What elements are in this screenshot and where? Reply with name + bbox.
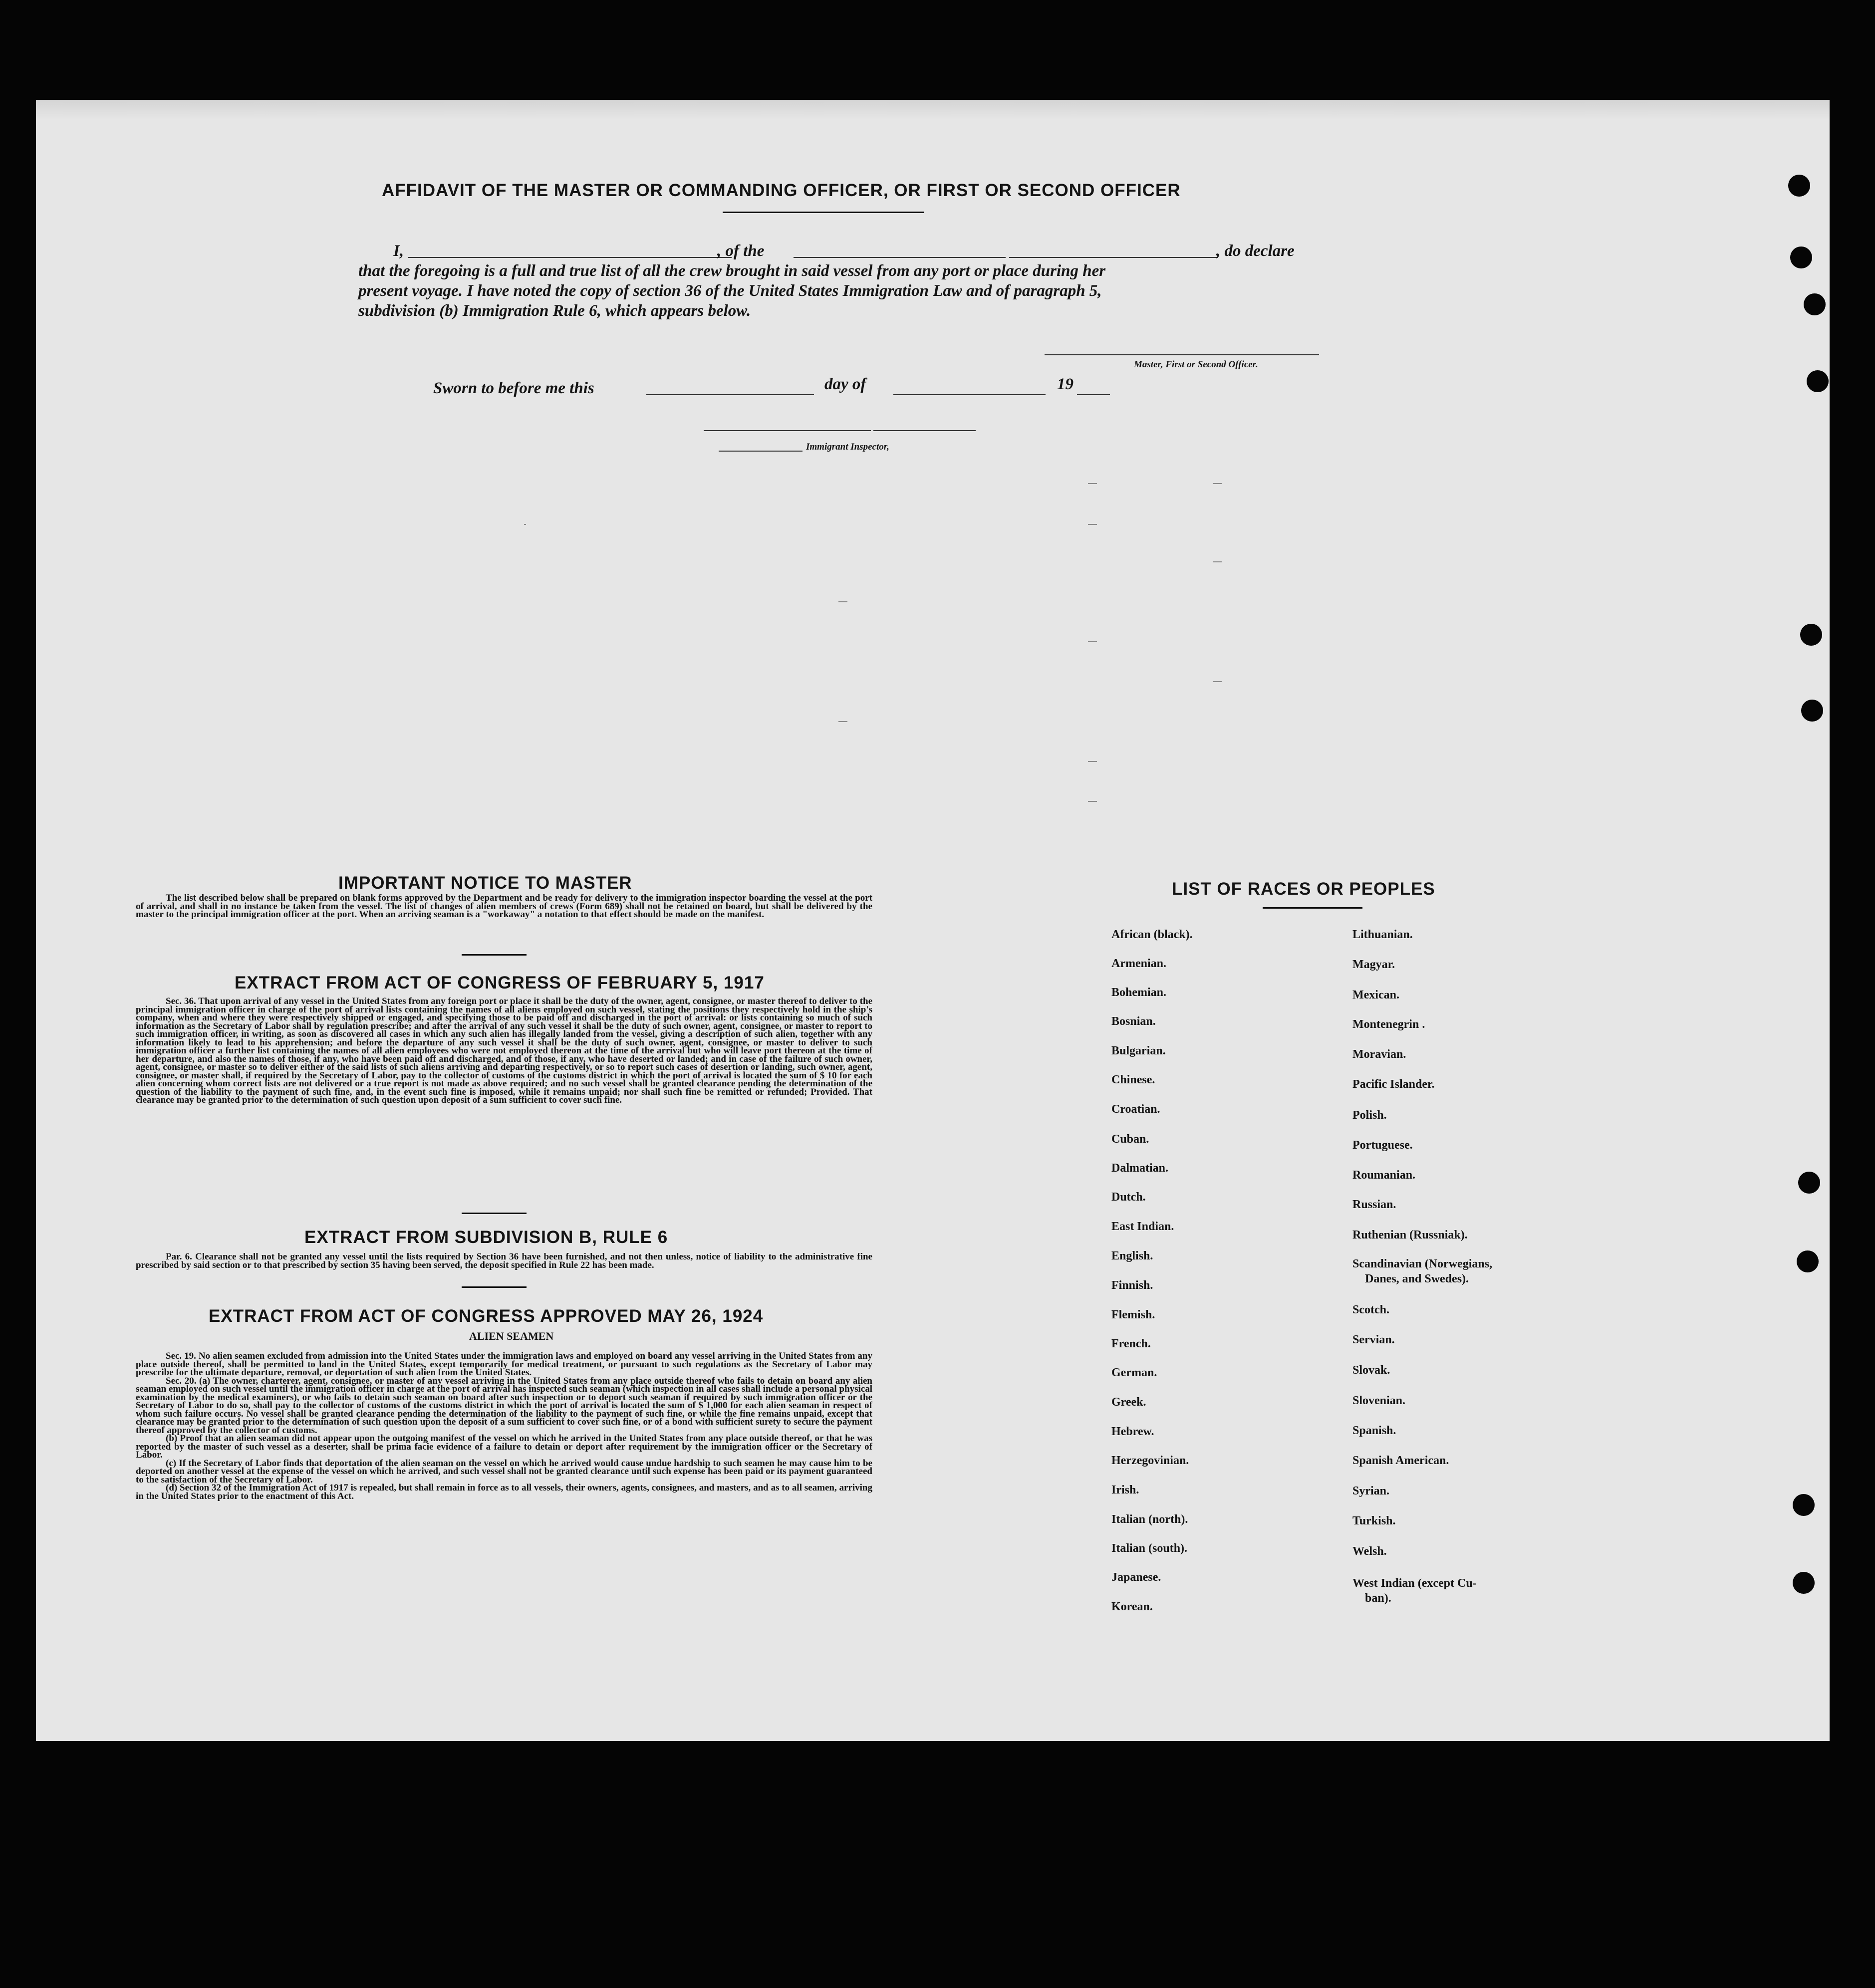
race-item: Ruthenian (Russniak). xyxy=(1352,1229,1468,1242)
par6-paragraph: Par. 6. Clearance shall not be granted any vessel until the lists required by Section 36 have been furnished, and not then unless, notice of liability to the administrative fine prescribed by said section or to that prescribed by section 35 having been served, the deposit specified in Rule 22 has been made. xyxy=(136,1253,872,1270)
race-item: Japanese. xyxy=(1111,1571,1161,1584)
extract-1917-title: EXTRACT FROM ACT OF CONGRESS OF FEBRUARY 5, 1917 xyxy=(235,973,765,993)
race-item: Slovenian. xyxy=(1352,1394,1406,1407)
guide-dash xyxy=(524,524,526,525)
guide-dash xyxy=(1088,641,1097,642)
race-item: Dalmatian. xyxy=(1111,1162,1168,1175)
race-item: Mexican. xyxy=(1352,989,1399,1001)
inspector-line-c[interactable] xyxy=(719,451,803,452)
affidavit-line-4: subdivision (b) Immigration Rule 6, which appears below. xyxy=(358,302,751,320)
race-item: Syrian. xyxy=(1352,1485,1390,1497)
guide-dash xyxy=(1213,483,1222,484)
signature-line[interactable] xyxy=(1045,354,1319,355)
race-item: Hebrew. xyxy=(1111,1425,1154,1438)
extract-1924-text xyxy=(136,1352,872,1607)
sheet-top-shade xyxy=(36,100,1830,120)
race-item: Roumanian. xyxy=(1352,1169,1416,1182)
affidavit-line-3: present voyage. I have noted the copy of section 36 of the United States Immigration Law and of paragraph 5, xyxy=(358,282,1102,300)
notice-text xyxy=(136,894,872,954)
binder-hole xyxy=(1793,1494,1815,1516)
binder-hole xyxy=(1801,700,1823,722)
race-item: Turkish. xyxy=(1352,1514,1396,1527)
guide-dash xyxy=(1088,524,1097,525)
race-item: Bulgarian. xyxy=(1111,1044,1166,1057)
affidavit-title: AFFIDAVIT OF THE MASTER OR COMMANDING OFFICER, OR FIRST OR SECOND OFFICER xyxy=(382,181,1181,200)
extract-rule6-divider xyxy=(462,1286,527,1288)
guide-dash xyxy=(1088,483,1097,484)
race-item: East Indian. xyxy=(1111,1220,1174,1233)
race-item: Croatian. xyxy=(1111,1103,1160,1116)
race-item: Greek. xyxy=(1111,1396,1146,1409)
notice-paragraph: The list described below shall be prepared on blank forms approved by the Department and be ready for delivery to the immigration inspector boarding the vessel at the port of arrival, and shall in no instance be taken from the vessel. The list of changes of alien members of crews (Form 689) shall not be retained on board, but shall be delivered by the master to the principal immigration officer at the port. When an arriving seaman is a "workaway" a notation to that effect should be made on the manifest. xyxy=(136,894,872,920)
sec19-paragraph: Sec. 19. No alien seamen excluded from admission into the United States under the immigration laws and employed on board any vessel arriving in the United States from any place outside thereof, shall be permitted to land in the United States, except temporarily for medical treatment, or pursuant to such regulations as the Secretary of Labor may prescribe for the ultimate departure, removal, or deportation of such alien from the United States. xyxy=(136,1352,872,1378)
race-item: Polish. xyxy=(1352,1109,1387,1122)
race-item: ban). xyxy=(1365,1592,1391,1605)
extract-rule6-title: EXTRACT FROM SUBDIVISION B, RULE 6 xyxy=(304,1228,668,1247)
race-item: French. xyxy=(1111,1337,1151,1350)
race-item: Portuguese. xyxy=(1352,1139,1413,1152)
race-item: Italian (south). xyxy=(1111,1542,1188,1555)
race-item: Servian. xyxy=(1352,1333,1395,1346)
name-blank-line[interactable] xyxy=(408,257,732,258)
race-item: Italian (north). xyxy=(1111,1513,1188,1526)
inspector-line-a[interactable] xyxy=(704,430,871,431)
races-title: LIST OF RACES OR PEOPLES xyxy=(1172,879,1435,899)
sworn-year-prefix: 19 xyxy=(1057,375,1073,393)
race-item: Flemish. xyxy=(1111,1308,1155,1321)
sworn-prefix: Sworn to before me this xyxy=(433,379,594,397)
affidavit-line-2: that the foregoing is a full and true list of all the crew brought in said vessel from any port or place during her xyxy=(358,262,1106,280)
sec20b-paragraph: (b) Proof that an alien seaman did not appear upon the outgoing manifest of the vessel on which he arrived in the United States from any place outside thereof, or that he was reported by the master of such vessel as a deserter, shall be prima facie evidence of a failure to detain or deport after requirement by the immigration officer or the Secretary of Labor. xyxy=(136,1433,872,1460)
race-item: Welsh. xyxy=(1352,1545,1387,1558)
race-item: Pacific Islander. xyxy=(1352,1078,1435,1091)
race-item: Armenian. xyxy=(1111,957,1166,970)
notice-title: IMPORTANT NOTICE TO MASTER xyxy=(338,873,632,893)
sworn-year-line[interactable] xyxy=(1077,394,1110,395)
race-item: Danes, and Swedes). xyxy=(1365,1272,1469,1285)
extract-rule6-text xyxy=(136,1253,872,1284)
race-item: Montenegrin . xyxy=(1352,1018,1425,1031)
race-item: African (black). xyxy=(1111,928,1193,941)
race-item: Magyar. xyxy=(1352,958,1395,971)
affidavit-of-the: , of the xyxy=(717,242,765,260)
binder-hole xyxy=(1804,293,1826,315)
extract-1917-divider xyxy=(462,1213,527,1214)
binder-hole xyxy=(1790,247,1812,268)
vessel-blank-line-2[interactable] xyxy=(1009,257,1218,258)
race-item: Herzegovinian. xyxy=(1111,1454,1189,1467)
race-item: Spanish American. xyxy=(1352,1454,1449,1467)
races-title-underline xyxy=(1263,907,1362,909)
affidavit-do-declare: , do declare xyxy=(1216,242,1295,260)
guide-dash xyxy=(1213,561,1222,562)
guide-dash xyxy=(838,601,847,602)
binder-hole xyxy=(1793,1572,1815,1594)
title-underline xyxy=(723,212,924,213)
race-item: Moravian. xyxy=(1352,1048,1406,1061)
signature-caption: Master, First or Second Officer. xyxy=(1134,359,1258,370)
race-item: Cuban. xyxy=(1111,1133,1149,1146)
notice-divider xyxy=(462,954,527,956)
race-item: Bosnian. xyxy=(1111,1015,1156,1028)
sworn-day-line[interactable] xyxy=(646,394,814,395)
race-item: Bohemian. xyxy=(1111,986,1167,999)
race-item: Scotch. xyxy=(1352,1303,1389,1316)
binder-hole xyxy=(1807,370,1829,392)
binder-hole xyxy=(1797,1250,1819,1272)
vessel-blank-line[interactable] xyxy=(794,257,1006,258)
inspector-line-b[interactable] xyxy=(873,430,976,431)
extract-1917-text xyxy=(136,997,872,1210)
sec20d-paragraph: (d) Section 32 of the Immigration Act of 1917 is repealed, but shall remain in force as to all vessels, their owners, agents, consignees, and masters, and as to all seamen, arriving in the United States prior to the enactment of this Act. xyxy=(136,1483,872,1501)
inspector-caption: Immigrant Inspector, xyxy=(806,442,889,452)
race-item: Scandinavian (Norwegians, xyxy=(1352,1257,1493,1270)
sec20c-paragraph: (c) If the Secretary of Labor finds that deportation of the alien seaman on the vessel on which he arrived would cause undue hardship to such seamen he may cause him to be deported on another vessel at the expense of the vessel on which he arrived, and such vessel shall not be granted clearance until such expense has been paid or its payment guaranteed to the satisfaction of the Secretary of Labor. xyxy=(136,1458,872,1485)
sworn-day-of: day of xyxy=(824,375,866,393)
race-item: English. xyxy=(1111,1249,1153,1262)
race-item: Lithuanian. xyxy=(1352,928,1413,941)
race-item: Slovak. xyxy=(1352,1364,1390,1377)
guide-dash xyxy=(1213,681,1222,682)
race-item: Russian. xyxy=(1352,1198,1396,1211)
race-item: German. xyxy=(1111,1366,1157,1379)
guide-dash xyxy=(1088,761,1097,762)
race-item: Irish. xyxy=(1111,1484,1139,1496)
race-item: Korean. xyxy=(1111,1600,1153,1613)
race-item: Dutch. xyxy=(1111,1191,1146,1204)
sworn-month-line[interactable] xyxy=(893,394,1046,395)
race-item: Spanish. xyxy=(1352,1424,1396,1437)
race-item: Chinese. xyxy=(1111,1073,1155,1086)
sec20a-paragraph: Sec. 20. (a) The owner, charterer, agent, consignee, or master of any vessel arriving in the United States from any place outside thereof who fails to detain on board any alien seaman employed on such vessel until the immigration officer in charge at the port of arrival has inspected such seaman (which inspection in all cases shall include a personal physical examination by the medical examiners), or who fails to detain such seaman on board after such inspection or to deport such seaman if required by such immigration officer or the Secretary of Labor to do so, shall pay to the collector of customs of the customs district in which the port of arrival is located the sum of $ 1,000 for each alien seaman in respect of whom such failure occurs. No vessel shall be granted clearance pending the determination of the liability to the payment of such fine, or while the fine remains unpaid, except that clearance may be granted prior to the determination of such question upon the deposit of a sum sufficient to cover such fine, or of a bond with sufficient surety to secure the payment thereof approved by the collector of customs. xyxy=(136,1375,872,1436)
extract-1924-subtitle: ALIEN SEAMEN xyxy=(469,1330,554,1342)
sec36-paragraph: Sec. 36. That upon arrival of any vessel in the United States from any foreign port or place it shall be the duty of the owner, agent, consignee, or master thereof to deliver to the principal immigration officer in charge of the port of arrival lists containing the names of all aliens employed on such vessel, stating the positions they respectively hold in the ship's company, when and where they were respectively shipped or engaged, and specifying those to be paid off and discharged in the port of arrival: or lists containing so much of such information as the Secretary of Labor shall by regulation prescribe; and after the arrival of any such vessel it shall be the duty of such owner, agent, consignee, or master to report to such immigration officer, in writing, as soon as discovered all cases in which any such alien has illegally landed from the vessel, giving a description of such alien, together with any information likely to lead to his apprehension; and before the departure of any such vessel it shall be the duty of such owner, agent, consignee, or master to deliver to such immigration officer a further list containing the names of all alien employees who were not employed thereon at the time of the arrival but who will leave port thereon at the time of her departure, and also the names of those, if any, who have been paid off and discharged, and of those, if any, who have deserted or landed; and in case of the failure of such owner, agent, consignee, or master so to deliver either of the said lists of such aliens arriving and departing respectively, or so to report such cases of desertion or landing, such owner, agent, consignee, or master shall, if required by the Secretary of Labor, pay to the collector of customs of the customs district in which the port of arrival is located the sum of $ 10 for each alien concerning whom correct lists are not delivered or a true report is not made as above required; and no such vessel shall be granted clearance pending the determination of the question of the liability to the payment of such fine, and, in the event such fine is imposed, while it remains unpaid; nor shall such fine be remitted or refunded; Provided. That clearance may be granted prior to the determination of such question upon deposit of a sum sufficient to cover such fine. xyxy=(136,997,872,1105)
extract-1924-title: EXTRACT FROM ACT OF CONGRESS APPROVED MAY 26, 1924 xyxy=(209,1306,764,1326)
guide-dash xyxy=(1088,801,1097,802)
binder-hole xyxy=(1798,1172,1820,1194)
guide-dash xyxy=(838,721,847,722)
race-item: West Indian (except Cu- xyxy=(1352,1577,1477,1590)
race-item: Finnish. xyxy=(1111,1279,1153,1292)
binder-hole xyxy=(1800,624,1822,646)
binder-hole xyxy=(1788,175,1810,197)
affidavit-i: I, xyxy=(393,242,404,260)
